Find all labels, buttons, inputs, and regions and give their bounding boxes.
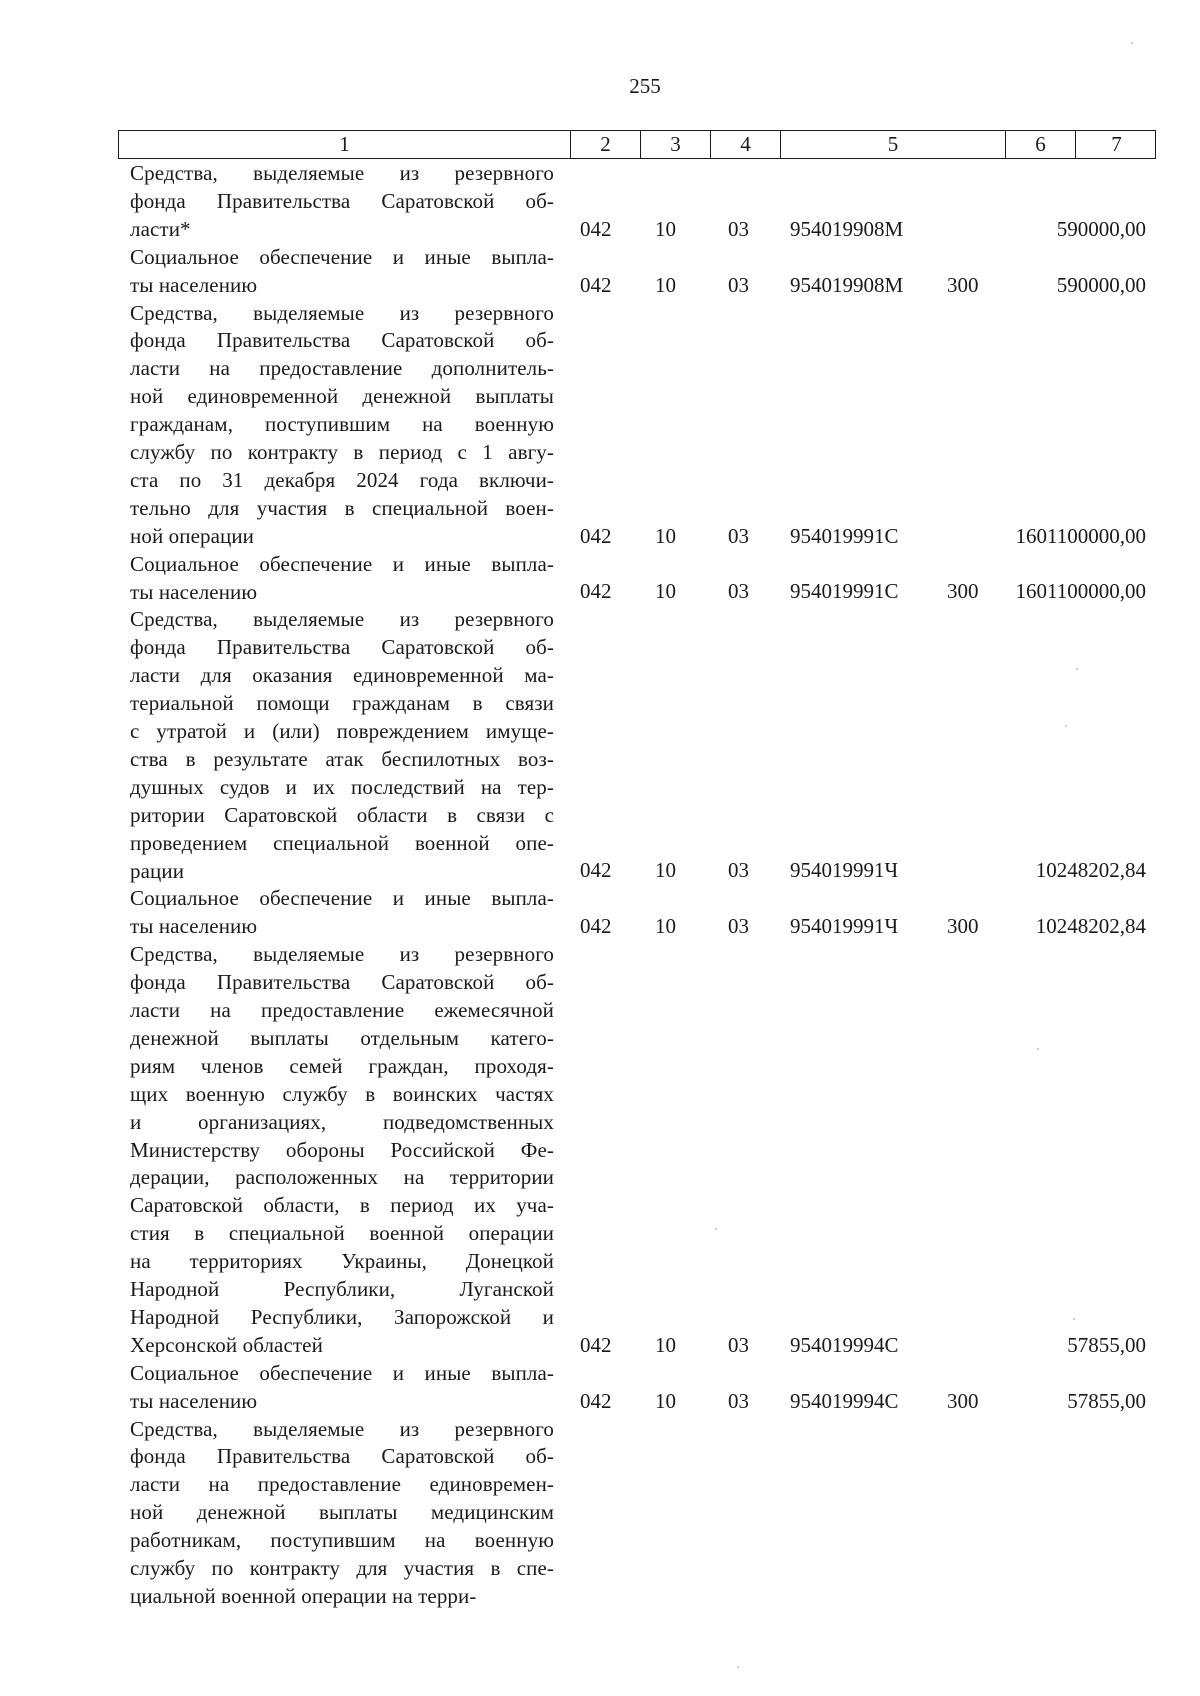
cell-col-6: 300 (947, 579, 979, 604)
cell-col-4: 03 (728, 1388, 749, 1413)
description-line: Министерству обороны Российской Фе- (130, 1137, 554, 1162)
description-line: ной единовременной денежной выплаты (130, 384, 554, 409)
description-line: Социальное обеспечение и иные выпла- (130, 551, 554, 576)
description-line: дерации, расположенных на территории (130, 1165, 554, 1190)
description-line: Социальное обеспечение и иные выпла- (130, 1360, 554, 1385)
description-line: ной операции (130, 523, 255, 548)
description-line: на территориях Украины, Донецкой (130, 1249, 554, 1274)
cell-col-7: 590000,00 (1056, 216, 1146, 241)
cell-col-5: 954019908М (790, 272, 904, 297)
cell-col-7: 10248202,84 (1035, 914, 1146, 939)
description-line: ты населению (130, 579, 258, 604)
description-line: фонда Правительства Саратовской об- (130, 970, 554, 995)
table-row (0, 551, 1200, 607)
row-description (130, 551, 554, 607)
description-line: рации (130, 858, 185, 883)
table-row (0, 885, 1200, 941)
description-line: ства в результате атак беспилотных воз- (130, 746, 554, 771)
table-row (0, 941, 1200, 1360)
page-number: 255 (629, 74, 661, 98)
table-row (0, 606, 1200, 885)
description-line: риям членов семей граждан, проходя- (130, 1053, 554, 1078)
description-line: фонда Правительства Саратовской об- (130, 328, 554, 353)
cell-col-2: 042 (580, 1388, 612, 1413)
description-line: душных судов и их последствий на тер- (130, 774, 554, 799)
description-line: Саратовской области, в период их уча- (130, 1193, 554, 1218)
description-line: Социальное обеспечение и иные выпла- (130, 244, 554, 269)
table-row (0, 1416, 1200, 1611)
description-line: стия в специальной военной операции (130, 1221, 554, 1246)
column-header-4: 4 (711, 131, 781, 158)
description-line: фонда Правительства Саратовской об- (130, 188, 554, 213)
row-description (130, 1360, 554, 1416)
cell-col-4: 03 (728, 523, 749, 548)
cell-col-4: 03 (728, 272, 749, 297)
cell-col-4: 03 (728, 914, 749, 939)
cell-col-2: 042 (580, 579, 612, 604)
description-line: проведением специальной военной опе- (130, 830, 554, 855)
description-line: ласти для оказания единовременной ма- (130, 663, 554, 688)
cell-col-5: 954019994С (790, 1388, 899, 1413)
cell-col-3: 10 (655, 858, 676, 883)
column-header-1: 1 (119, 131, 571, 158)
cell-col-6: 300 (947, 914, 979, 939)
cell-col-7: 10248202,84 (1035, 858, 1146, 883)
cell-col-2: 042 (580, 1332, 612, 1357)
cell-col-2: 042 (580, 216, 612, 241)
description-line: фонда Правительства Саратовской об- (130, 635, 554, 660)
description-line: ста по 31 декабря 2024 года включи- (130, 467, 554, 492)
cell-col-7: 1601100000,00 (1015, 523, 1146, 548)
description-line: териальной помощи гражданам в связи (130, 691, 554, 716)
description-line: ритории Саратовской области в связи с (130, 802, 554, 827)
cell-col-7: 1601100000,00 (1015, 579, 1146, 604)
table-row (0, 160, 1200, 244)
row-description (130, 1416, 554, 1611)
cell-col-5: 954019991Ч (790, 914, 899, 939)
column-header-3: 3 (641, 131, 711, 158)
description-line: службу по контракту в период с 1 авгу- (130, 440, 554, 465)
description-line: ты населению (130, 914, 258, 939)
description-line: ласти на предоставление ежемесячной (130, 998, 554, 1022)
row-description (130, 300, 554, 551)
description-line: гражданам, поступившим на военную (130, 412, 554, 437)
cell-col-6: 300 (947, 272, 979, 297)
cell-col-3: 10 (655, 579, 676, 604)
description-line: службу по контракту для участия в спе- (130, 1556, 554, 1581)
description-line: щих военную службу в воинских частях (130, 1081, 554, 1106)
description-line: ной денежной выплаты медицинским (130, 1500, 554, 1525)
cell-col-5: 954019994С (790, 1332, 899, 1357)
description-line: ласти на предоставление единовремен- (130, 1472, 554, 1497)
description-line: Средства, выделяемые из резервного (130, 300, 554, 325)
column-header-7: 7 (1111, 132, 1122, 156)
cell-col-2: 042 (580, 914, 612, 939)
description-line: тельно для участия в специальной воен- (130, 495, 554, 520)
description-line: Средства, выделяемые из резервного (130, 1416, 554, 1441)
description-line: Средства, выделяемые из резервного (130, 607, 554, 632)
cell-col-2: 042 (580, 858, 612, 883)
description-line: ласти* (130, 216, 191, 241)
row-description (130, 160, 554, 244)
cell-col-5: 954019991С (790, 579, 899, 604)
cell-col-3: 10 (655, 216, 676, 241)
description-line: Народной Республики, Луганской (130, 1277, 554, 1302)
row-description (130, 244, 554, 300)
cell-col-3: 10 (655, 523, 676, 548)
cell-col-4: 03 (728, 579, 749, 604)
description-line: ты населению (130, 1388, 258, 1413)
description-line: ты населению (130, 272, 258, 297)
cell-col-3: 10 (655, 1332, 676, 1357)
description-line: циальной военной операции на терри- (130, 1583, 477, 1608)
cell-col-4: 03 (728, 216, 749, 241)
description-line: Средства, выделяемые из резервного (130, 161, 554, 185)
cell-col-7: 57855,00 (1067, 1388, 1146, 1413)
row-description (130, 941, 554, 1360)
cell-col-2: 042 (580, 523, 612, 548)
cell-col-3: 10 (655, 272, 676, 297)
cell-col-7: 57855,00 (1067, 1332, 1146, 1357)
cell-col-5: 954019991Ч (790, 858, 899, 883)
row-description (130, 606, 554, 885)
description-line: работникам, поступившим на военную (130, 1528, 554, 1553)
table-row (0, 300, 1200, 551)
cell-col-5: 954019908М (790, 216, 904, 241)
column-header-5: 5 (781, 131, 1006, 158)
description-line: Средства, выделяемые из резервного (130, 942, 554, 967)
description-line: фонда Правительства Саратовской об- (130, 1444, 554, 1469)
cell-col-3: 10 (655, 914, 676, 939)
description-line: Народной Республики, Запорожской и (130, 1304, 554, 1329)
cell-col-4: 03 (728, 858, 749, 883)
cell-col-6: 300 (947, 1388, 979, 1413)
description-line: денежной выплаты отдельным катего- (130, 1025, 554, 1050)
row-description (130, 885, 554, 941)
cell-col-4: 03 (728, 1332, 749, 1357)
cell-col-7: 590000,00 (1056, 272, 1146, 297)
description-line: Социальное обеспечение и иные выпла- (130, 886, 554, 911)
cell-col-2: 042 (580, 272, 612, 297)
column-header-2: 2 (571, 131, 641, 158)
description-line: и организациях, подведомственных (130, 1109, 554, 1134)
description-line: ласти на предоставление дополнитель- (130, 356, 554, 381)
description-line: с утратой и (или) повреждением имуще- (130, 719, 554, 744)
column-header-6: 6 (1006, 131, 1076, 158)
description-line: Херсонской областей (130, 1332, 323, 1357)
table-row (0, 1360, 1200, 1416)
cell-col-3: 10 (655, 1388, 676, 1413)
table-row (0, 244, 1200, 300)
cell-col-5: 954019991С (790, 523, 899, 548)
